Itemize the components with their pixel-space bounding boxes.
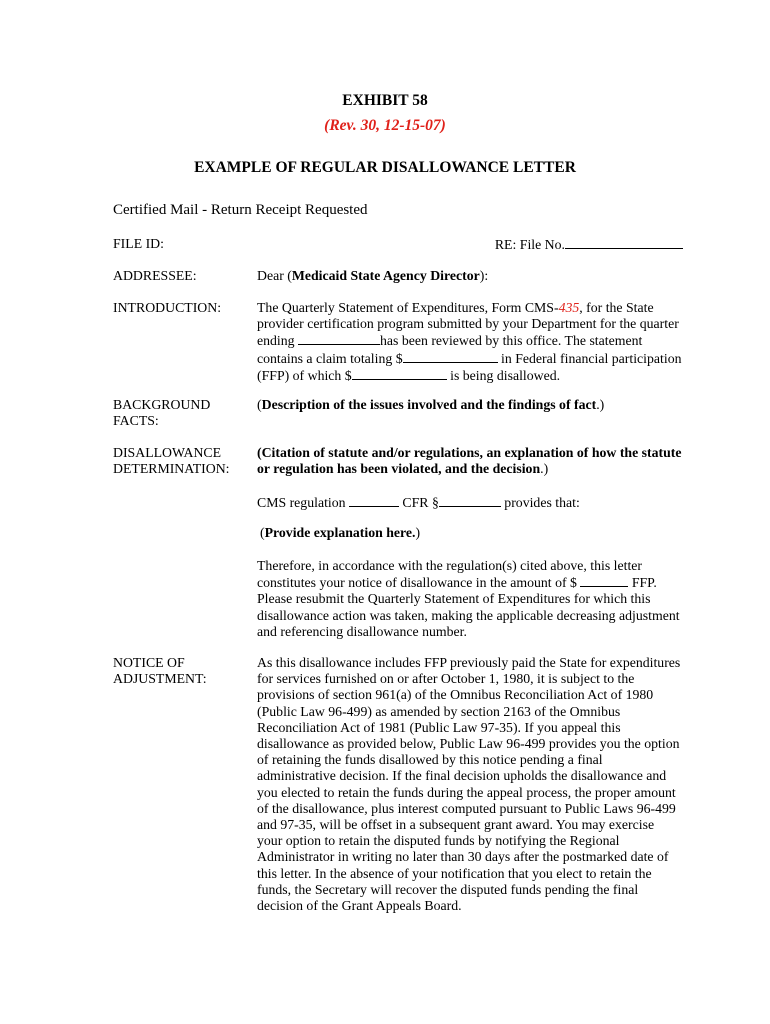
introduction-text: The Quarterly Statement of Expenditures, Form CMS-435, for the State provider certification program submitted by your Department for the quarter ending has been reviewed by this office. The statement contains a claim totaling $ in Federal financial participation (FFP) of which $ is being disallowed. (257, 300, 682, 383)
addressee-label: ADDRESSEE: (113, 268, 197, 283)
re-label: RE: File No. (494, 237, 565, 252)
addressee-salutation: Dear (Medicaid State Agency Director): (257, 268, 489, 283)
cfr-section-blank (439, 494, 501, 507)
disallowance-determination-label: DISALLOWANCE DETERMINATION: (113, 445, 230, 477)
certified-mail-line: Certified Mail - Return Receipt Requested (113, 202, 368, 218)
file-id-label: FILE ID: (113, 236, 164, 251)
introduction-label: INTRODUCTION: (113, 300, 222, 315)
therefore-paragraph: Therefore, in accordance with the regulation(s) cited above, this letter constitutes your notice of disallowance in the amount of $ FFP. Please resubmit the Quarterly Statement of Expenditures for which this disallowance action was taken, making the applicable decreasing adjustment and referencing disallowance number. (257, 558, 680, 639)
revision-note: (Rev. 30, 12-15-07) (324, 117, 446, 134)
file-no-blank (565, 236, 683, 249)
provide-explanation: (Provide explanation here.) (260, 525, 421, 540)
addressee-name: Medicaid State Agency Director (291, 268, 480, 283)
notice-of-adjustment-label: NOTICE OF ADJUSTMENT: (113, 655, 207, 687)
notice-of-adjustment-text: As this disallowance includes FFP previously paid the State for expenditures for services furnished on or after October 1, 1980, it is subject to the provisions of section 961(a) of the Omnibus Reconciliation Act of 1980 (Public Law 96-499) as amended by section 2163 of the Omnibus Reconciliation Act of 1981 (Public Law 97-35). If you appeal this disallowance as provided below, Public Law 96-499 provides you the option of retaining the funds disallowed by this notice pending a final administrative decision. If the final decision upholds the disallowance and you elected to retain the funds during the appeal process, the proper amount of the disallowance, plus interest computed pursuant to Public Laws 96-499 and 97-35, will be offset in a subsequent grant award. You may exercise your option to retain the disputed funds by notifying the Regional Administrator in writing no later than 30 days after the postmarked date of this letter. In the absence of your notification that you elect to retain the funds, the Secretary will recover the disputed funds pending the final decision of the Grant Appeals Board. (257, 655, 681, 914)
exhibit-heading: EXHIBIT 58 (342, 92, 428, 109)
disallowed-amount-blank (352, 367, 447, 380)
background-facts-text: (Description of the issues involved and the findings of fact.) (257, 397, 605, 412)
re-file-no (495, 236, 683, 253)
form-number: 435 (558, 300, 580, 315)
cms-regulation-blank (349, 494, 399, 507)
quarter-ending-blank (298, 332, 380, 345)
disallowance-amount-blank (580, 574, 628, 587)
background-facts-label: BACKGROUND FACTS: (113, 397, 211, 429)
letter-title: EXAMPLE OF REGULAR DISALLOWANCE LETTER (194, 159, 576, 176)
disallowance-citation: (Citation of statute and/or regulations, an explanation of how the statute or regulation has been violated, and the decision.) (257, 445, 682, 477)
cms-regulation-line: CMS regulation CFR § provides that: (257, 495, 580, 510)
claim-total-blank (403, 350, 498, 363)
